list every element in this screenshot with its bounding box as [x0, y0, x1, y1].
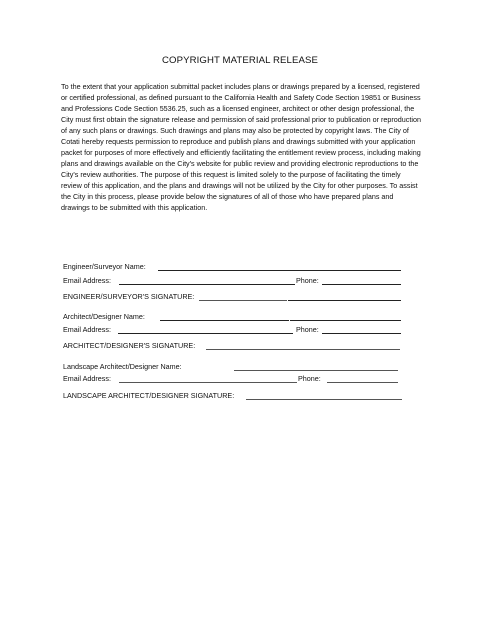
- engineer-phone-field[interactable]: [322, 284, 401, 285]
- landscape-signature-field[interactable]: [246, 399, 402, 400]
- architect-name-field-extension[interactable]: [290, 320, 401, 321]
- architect-phone-label: Phone:: [296, 325, 319, 334]
- engineer-name-label: Engineer/Surveyor Name:: [63, 262, 146, 271]
- engineer-signature-field[interactable]: [199, 300, 287, 301]
- landscape-email-label: Email Address:: [63, 374, 111, 383]
- architect-name-label: Architect/Designer Name:: [63, 312, 145, 321]
- release-paragraph: To the extent that your application submittal packet includes plans or drawings prepared by a licensed, registered or certified professional, as defined pursuant to the California Health and Safety Code Section 19851 or Business and Professions Code Section 5536.25, such as a licensed engineer, architect or other design professional, the City must first obtain the signature release and permission of said professional prior to publication or reproduction of any such plans or drawings. Such drawings and plans may also be protected by copyright laws. The City of Cotati hereby requests permission to reproduce and publish plans and drawings submitted with your application packet for purposes of more effectively and efficiently facilitating the entitlement review process, including making plans and drawings available on the City's website for public review and providing electronic reproductions to the City's review authorities. The purpose of this request is limited solely to the purpose of facilitating the timely review of this application, and the plans and drawings will not be utilized by the City for other purposes. To assist the City in this process, please provide below the signatures of all of those who have prepared plans and drawings to be submitted with this application.: [61, 82, 421, 212]
- landscape-email-field[interactable]: [119, 382, 297, 383]
- engineer-phone-label: Phone:: [296, 276, 319, 285]
- document-title: COPYRIGHT MATERIAL RELEASE: [162, 55, 318, 66]
- architect-email-label: Email Address:: [63, 325, 111, 334]
- engineer-signature-label: ENGINEER/SURVEYOR'S SIGNATURE:: [63, 292, 195, 301]
- engineer-signature-field-extension[interactable]: [288, 300, 401, 301]
- architect-email-field[interactable]: [118, 333, 293, 334]
- landscape-phone-label: Phone:: [298, 374, 321, 383]
- engineer-email-label: Email Address:: [63, 276, 111, 285]
- architect-signature-label: ARCHITECT/DESIGNER'S SIGNATURE:: [63, 341, 196, 350]
- architect-signature-field[interactable]: [206, 349, 400, 350]
- architect-phone-field[interactable]: [322, 333, 401, 334]
- landscape-signature-label: LANDSCAPE ARCHITECT/DESIGNER SIGNATURE:: [63, 391, 235, 400]
- landscape-name-field[interactable]: [234, 370, 398, 371]
- engineer-name-field[interactable]: [158, 270, 401, 271]
- engineer-email-field[interactable]: [119, 284, 295, 285]
- landscape-phone-field[interactable]: [327, 382, 398, 383]
- landscape-name-label: Landscape Architect/Designer Name:: [63, 362, 182, 371]
- architect-name-field[interactable]: [160, 320, 289, 321]
